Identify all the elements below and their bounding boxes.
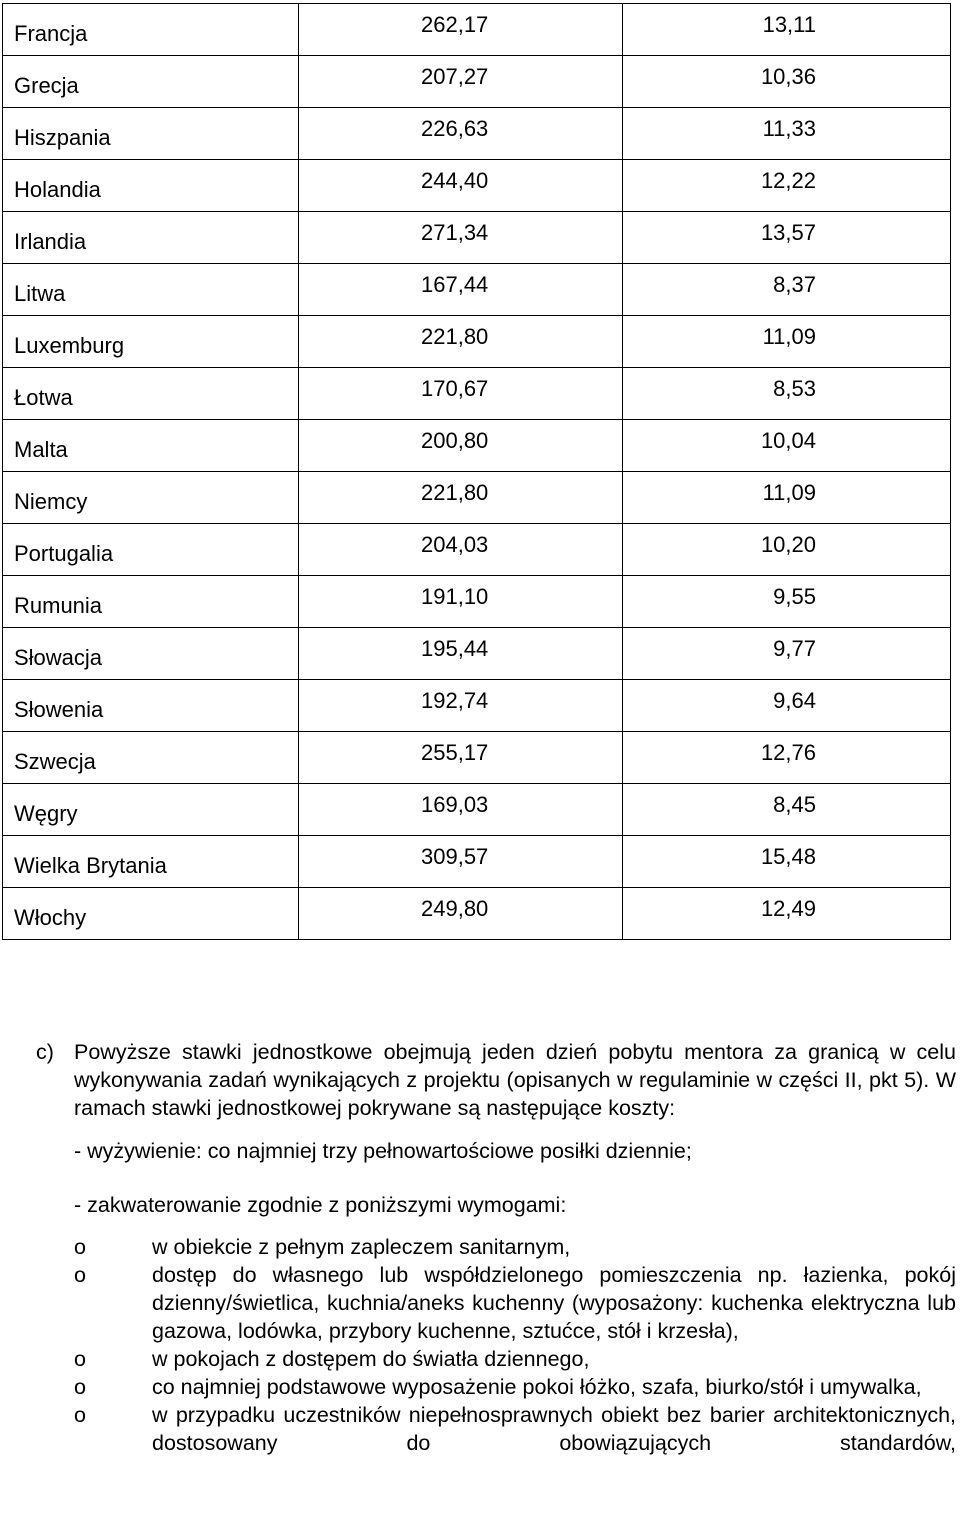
rate-cell: 169,03 [299,784,623,836]
bullet-text: dostęp do własnego lub współdzielonego pomieszczenia np. łazienka, pokój dzienny/świetlica, kuchnia/aneks kuchenny (wyposażony: kuchenka elektryczna lub gazowa, lodówka, przybory kuchenne, sztućce, stół i krzesła), [152,1263,956,1343]
rate-cell: 207,27 [299,56,623,108]
bullet-marker: o [74,1375,86,1399]
country-cell: Luxemburg [3,316,299,368]
rate-cell: 167,44 [299,264,623,316]
rate-cell: 221,80 [299,472,623,524]
table-row [3,316,951,368]
table-row [3,264,951,316]
list-item [36,1345,956,1373]
rate-cell: 192,74 [299,680,623,732]
daily-rate-cell: 12,49 [623,888,951,940]
table-row [3,888,951,940]
country-cell: Hiszpania [3,108,299,160]
bullet-marker: o [74,1263,86,1287]
rate-cell: 271,34 [299,212,623,264]
country-cell: Holandia [3,160,299,212]
daily-rate-cell: 10,20 [623,524,951,576]
table-row [3,836,951,888]
country-cell: Łotwa [3,368,299,420]
accommodation-requirements-list [36,1233,956,1457]
table-row [3,524,951,576]
daily-rate-cell: 12,76 [623,732,951,784]
country-cell: Wielka Brytania [3,836,299,888]
dash-item-meals: - wyżywienie: co najmniej trzy pełnowartościowe posiłki dziennie; [74,1139,692,1163]
daily-rate-cell: 12,22 [623,160,951,212]
country-cell: Irlandia [3,212,299,264]
bullet-text: w przypadku uczestników niepełnosprawnych obiekt bez barier architektonicznych, dostosowany do obowiązujących standardów, [152,1403,956,1455]
bullet-marker: o [74,1347,86,1371]
table-row [3,160,951,212]
daily-rate-cell: 11,09 [623,472,951,524]
country-cell: Portugalia [3,524,299,576]
bullet-marker: o [74,1235,86,1259]
section-c-marker: c) [36,1040,54,1064]
rate-cell: 262,17 [299,4,623,56]
bullet-text: w obiekcie z pełnym zapleczem sanitarnym, [152,1235,571,1259]
list-item [36,1373,956,1401]
rate-cell: 221,80 [299,316,623,368]
table-row [3,628,951,680]
table-row [3,108,951,160]
country-cell: Węgry [3,784,299,836]
table-row [3,4,951,56]
rate-cell: 191,10 [299,576,623,628]
rate-cell: 195,44 [299,628,623,680]
section-c-paragraph [36,1038,956,1122]
country-cell: Rumunia [3,576,299,628]
rate-cell: 200,80 [299,420,623,472]
table-row [3,732,951,784]
country-cell: Niemcy [3,472,299,524]
country-cell: Włochy [3,888,299,940]
daily-rate-cell: 8,45 [623,784,951,836]
bullet-text: co najmniej podstawowe wyposażenie pokoi łóżko, szafa, biurko/stół i umywalka, [152,1375,922,1399]
rate-cell: 204,03 [299,524,623,576]
daily-rate-cell: 8,53 [623,368,951,420]
rates-table [2,3,951,940]
daily-rate-cell: 11,33 [623,108,951,160]
list-item [36,1233,956,1261]
country-cell: Grecja [3,56,299,108]
list-item [36,1261,956,1345]
rate-cell: 309,57 [299,836,623,888]
rate-cell: 226,63 [299,108,623,160]
daily-rate-cell: 8,37 [623,264,951,316]
daily-rate-cell: 10,04 [623,420,951,472]
dash-item-accommodation: - zakwaterowanie zgodnie z poniższymi wymogami: [74,1193,567,1217]
rates-table-body [3,4,951,940]
daily-rate-cell: 9,64 [623,680,951,732]
rate-cell: 249,80 [299,888,623,940]
daily-rate-cell: 10,36 [623,56,951,108]
rate-cell: 244,40 [299,160,623,212]
table-row [3,420,951,472]
daily-rate-cell: 15,48 [623,836,951,888]
cost-description [36,1038,956,1457]
country-cell: Szwecja [3,732,299,784]
table-row [3,212,951,264]
daily-rate-cell: 13,57 [623,212,951,264]
daily-rate-cell: 9,77 [623,628,951,680]
country-cell: Francja [3,4,299,56]
table-row [3,576,951,628]
rate-cell: 255,17 [299,732,623,784]
table-row [3,368,951,420]
section-c-text: Powyższe stawki jednostkowe obejmują jeden dzień pobytu mentora za granicą w celu wykonywania zadań wynikających z projektu (opisanych w regulaminie w części II, pkt 5). W ramach stawki jednostkowej pokrywane są następujące koszty: [74,1040,956,1120]
table-row [3,784,951,836]
country-cell: Malta [3,420,299,472]
daily-rate-cell: 9,55 [623,576,951,628]
table-row [3,680,951,732]
rate-cell: 170,67 [299,368,623,420]
country-cell: Słowenia [3,680,299,732]
country-cell: Słowacja [3,628,299,680]
table-row [3,472,951,524]
table-row [3,56,951,108]
country-cell: Litwa [3,264,299,316]
bullet-marker: o [74,1403,86,1427]
daily-rate-cell: 13,11 [623,4,951,56]
bullet-text: w pokojach z dostępem do światła dziennego, [152,1347,590,1371]
list-item [36,1401,956,1457]
daily-rate-cell: 11,09 [623,316,951,368]
